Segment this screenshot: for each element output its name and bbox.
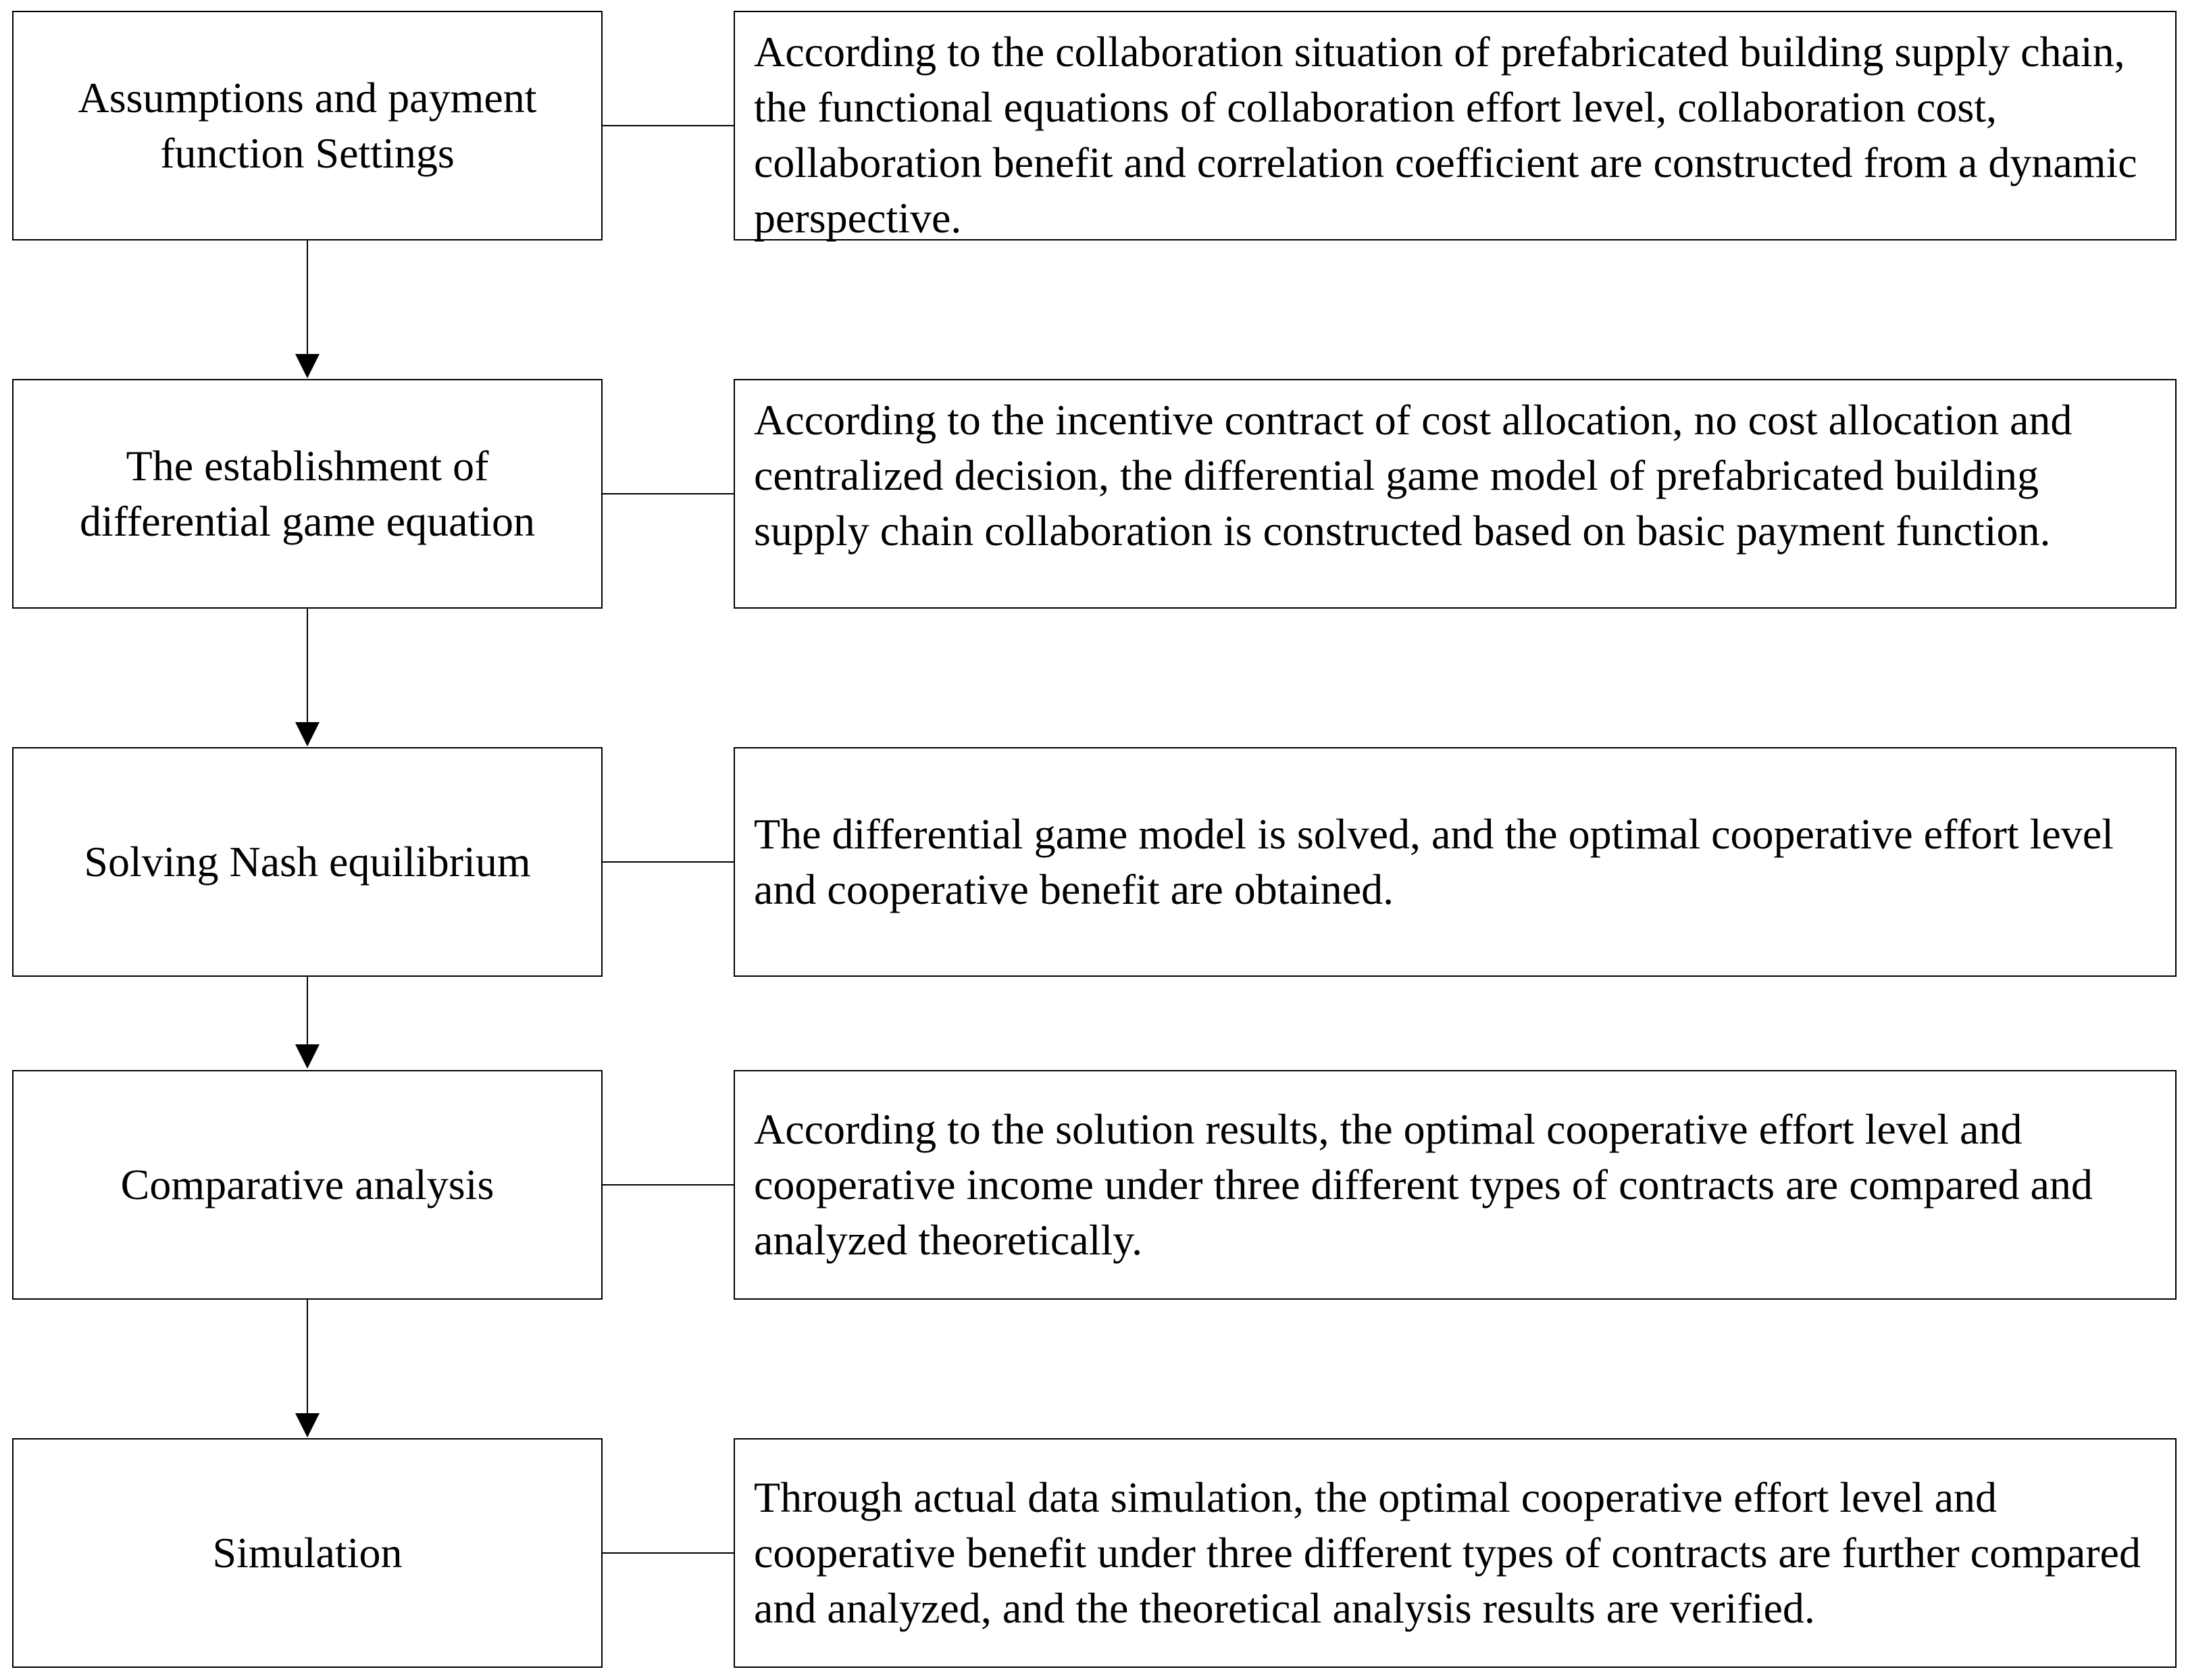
arrow-down-icon <box>295 354 320 378</box>
step-description: The differential game model is solved, and the optimal cooperative effort level and cooperative benefit are obtained. <box>754 810 2114 913</box>
step-description: According to the collaboration situation of prefabricated building supply chain, the functional equations of collaboration effort level, collaboration cost, collaboration benefit and correlation coefficient are constructed from a dynamic perspective. <box>754 28 2137 242</box>
description-box-assumptions <box>734 11 2177 240</box>
flow-arrow-line <box>307 609 308 722</box>
connector-line <box>603 125 734 126</box>
arrow-down-icon <box>295 722 320 746</box>
description-box-comparative <box>734 1070 2177 1300</box>
step-description: Through actual data simulation, the optimal cooperative effort level and cooperative benefit under three different types of contracts are further compared and analyzed, and the theoretical analysis results are verified. <box>754 1473 2141 1632</box>
step-box-comparative <box>12 1070 603 1300</box>
step-description: According to the solution results, the optimal cooperative effort level and cooperative income under three different types of contracts are compared and analyzed theoretically. <box>754 1105 2093 1264</box>
step-box-simulation <box>12 1438 603 1668</box>
arrow-down-icon <box>295 1044 320 1069</box>
step-title: Comparative analysis <box>120 1161 494 1208</box>
arrow-down-icon <box>295 1413 320 1437</box>
connector-line <box>603 1184 734 1186</box>
step-title: Simulation <box>212 1529 403 1577</box>
flow-arrow-line <box>307 1300 308 1413</box>
description-box-simulation <box>734 1438 2177 1668</box>
step-title: Solving Nash equilibrium <box>84 838 531 886</box>
step-description: According to the incentive contract of cost allocation, no cost allocation and centralized decision, the differential game model of prefabricated building supply chain collaboration is constructed based on basic payment function. <box>754 396 2073 555</box>
step-title: The establishment of differential game equation <box>79 442 536 545</box>
step-box-equation <box>12 379 603 609</box>
flow-arrow-line <box>307 240 308 354</box>
connector-line <box>603 493 734 494</box>
flow-arrow-line <box>307 977 308 1044</box>
connector-line <box>603 861 734 863</box>
description-box-equation <box>734 379 2177 609</box>
step-title: Assumptions and payment function Settings <box>78 74 537 177</box>
description-box-nash <box>734 747 2177 977</box>
step-box-assumptions <box>12 11 603 240</box>
step-box-nash <box>12 747 603 977</box>
connector-line <box>603 1552 734 1554</box>
